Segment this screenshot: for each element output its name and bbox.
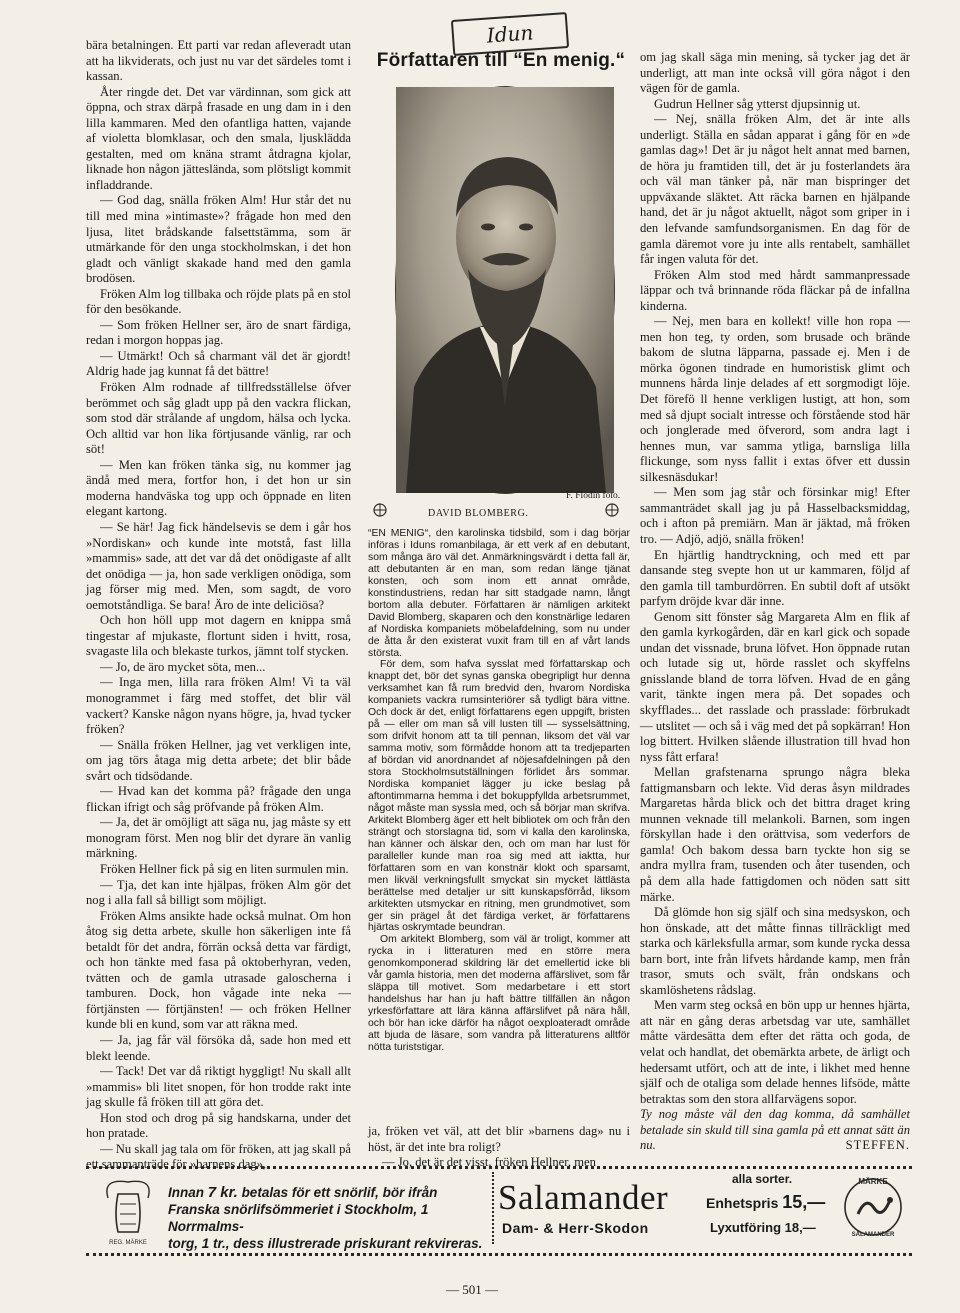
story-paragraph: ja, fröken vet väl, att det blir »barnens dag» nu i höst, är det inte bra roligt? <box>368 1124 630 1154</box>
salamander-badge-icon <box>840 1170 906 1244</box>
salamander-subtitle: Dam- & Herr-Skodon <box>502 1220 649 1236</box>
library-stamp: Idun <box>451 12 569 56</box>
page-number: — 501 — <box>446 1282 498 1297</box>
story-paragraph: Men varm steg också en bön upp ur hennes hjärta, att när en gång deras arbetsdag var ute, samhället måtte värdesätta dem efter det rätta och goda, de velat och handlat, det obemärkta arbete, de ärligt och hedersamt utfört, och att de inte, i likhet med henne själf och de otaliga som delade hennes lifsöde, måtte betraktas som den stora allfarvägens sopor. <box>640 998 910 1106</box>
ad-bold-word: Innan <box>168 1185 204 1200</box>
story-paragraph: Fröken Hellner fick på sig en liten surmulen min. <box>100 861 349 876</box>
intro-paragraph: Om arkitekt Blomberg, som väl är troligt, kommer att rycka in i litteraturen med en större mera genomkomponerad skildring lär det emellertid icke bli vår gamla historia, men det moderna affärslivet, som får släppa till motivet. Som medarbetare i ett stort handelshus har han ju haft bättre tillfällen än någon yrkesförfattare att lära känna affärslifvet på nära håll, och bör han icke därför ha något oexploateradt område att bjuda de läsare, som vandra på litteraturens alltför nötta turiststigar. <box>368 934 630 1053</box>
story-paragraph: — Se här! Jag fick händelsevis se dem i går hos »Nordiskan» och kunde inte motstå, fast lilla »mammis» sade, att det var då det onödigaste af allt det onödiga — ja, hon sade verkligen onödiga, som jag förser mig med. Men, som sagdt, de voro oemotståndliga. Se bara! Äro de inte deliciösa? <box>86 519 351 612</box>
ad-divider <box>492 1172 494 1244</box>
story-paragraph: Åter ringde det. Det var värdinnan, som gick att öppna, och strax därpå frasade en ung dam in i den lilla kammaren. Med den ofantliga hatten, vajande af violetta blomklasar, och den smala, ljusklädda gestalten, med om knäna stramt åtdragna kjolar, liknade hon någon jätteslända, som plötsligt kommit infladdrande. <box>86 84 351 192</box>
ad-line: betalas för ett snörlif, bör ifrån <box>241 1185 438 1200</box>
salamander-brand: Salamander <box>498 1178 669 1217</box>
story-paragraph: om jag skall säga min mening, så tycker jag det är underligt, att man inte också vill göra något i den vägen för de gamla. <box>640 50 910 96</box>
story-paragraph: — Inga men, lilla rara fröken Alm! Vi ta väl monogrammet i färg med stoffet, det blir väl vackert? Kanske någon nyans högre, ja, hvad tycker fröken? <box>86 675 351 737</box>
story-paragraph: — Som fröken Hellner ser, äro de snart färdiga, redan i morgon hoppas jag. <box>86 317 351 348</box>
story-paragraph: bära betalningen. Ett parti var redan afleveradt utan att ha likviderats, och just nu var det särdeles tomt i kassan. <box>86 38 351 84</box>
salamander-luxury-price: Lyxutföring 18,— <box>710 1220 816 1235</box>
story-paragraph: — Nu skall jag tala om för fröken, att jag skall på ett sammanträde för »barnens dag», <box>86 1141 351 1172</box>
ornament-icon <box>604 502 620 518</box>
story-paragraph: Fröken Alms ansikte hade också mulnat. Om hon åtog sig detta arbete, skulle hon säkerligen inte få betaldt för det andra, förrän också detta var färdigt, och hon tänkte med fasa på oktoberhyran, veden, tvätten och de gamla utrasade galoscherna i tamburen. Dock, hon vågade inte neka — förtjänsten — förtjänsten! — och fröken Hellner kunde bli en kund, som var att räkna med. <box>86 908 351 1032</box>
article-headline: Författaren till “En menig.“ <box>376 50 626 71</box>
story-paragraph: Då glömde hon sig själf och sina medsyskon, och hon önskade, att det måtte finnas tillräckligt med starka och kärleksfulla armar, som kunde rycka dessa barn bort, inte från lifvets hårdande kamp, men från trasor, smuts och svält, från ondskans och skamlöshetens rådslag. <box>640 905 910 997</box>
story-column-left <box>86 38 351 1172</box>
badge-top-text: MÄRKE <box>858 1177 888 1186</box>
corset-ad-text <box>168 1184 488 1252</box>
story-closing <box>640 1107 910 1154</box>
corset-logo-icon <box>96 1174 160 1246</box>
story-paragraph: — Men som jag står och försinkar mig! Efter sammanträdet skall jag ju på Hasselbacksmiddag, och i afton på premiärn. Man är jäktad, må fröken tro. — Adjö, adjö, snälla fröken! <box>640 485 910 546</box>
corset-advertisement <box>90 1168 490 1251</box>
author-portrait <box>395 86 615 494</box>
story-continuation <box>368 1124 630 1171</box>
story-paragraph: — God dag, snälla fröken Alm! Hur står det nu till med mina »intimaste»? frågade hon med den ljusa, litet brådskande falsettstämma, som är utmärkande för den unga stockholmskan, i det hon gladt och vänligt skakade hand med den gamla brodösen. <box>86 193 351 286</box>
story-paragraph: — Nej, men bara en kollekt! ville hon ropa — men hon teg, ty orden, som brusade och brände bakom de slutna läpparna, passade ej. Men i de mörka ögonen tindrade en humoristisk glimt och munnens hårda linje delades af ett sorgmodigt löje. Det förefö ll henne verkligen lustigt, att hon, som med så djupt socialt intresse och förstående stod här och jonglerade med öfverord, som andra lagt i hennes mun, var samma ytliga, barnsliga lilla flickunge, som nyss fallit i extas öfver ett dussin silkesnäsdukar! <box>640 314 910 484</box>
story-paragraph: Mellan grafstenarna sprungo några bleka fattigmansbarn och lekte. Vid deras åsyn mildrades Margaretas hårda blick och det bittra draget kring munnen veknade till melankoli. Barnen, som ingen förskyllan hade i den orättvisa, som vederfors de gamla! Och bakom dessa barn tyckte hon sig se andra myllra fram, tusenden och åter tusenden, och på dem alla hade fattigdomen och nöden satt sitt märke. <box>640 765 910 904</box>
logo-label: REG. MÄRKE <box>109 1240 147 1246</box>
story-paragraph: Fröken Alm log tillbaka och röjde plats på en stol för den besökande. <box>86 286 351 317</box>
photo-credit: F. Flodin foto. <box>566 491 621 501</box>
story-paragraph: — Ja, det är omöjligt att säga nu, jag måste sy ett monogram först. Men nog blir det dyrare än vanlig märkning. <box>86 815 351 861</box>
story-paragraph: — Jo, det är det visst, fröken Hellner, men <box>382 1155 596 1169</box>
story-paragraph: — Men kan fröken tänka sig, nu kommer jag ändå med mera, fortfor hon, i det hon ur sin moderna handväska tog upp och öppnade en liten elegant kartong. <box>86 457 351 519</box>
story-closing-line: Ty nog måste väl den dag komma, då samhället betalade sin skuld till sina gamla på ett annat sätt än nu. <box>640 1107 910 1153</box>
intro-paragraph: “EN MENIG“, den karolinska tidsbild, som i dag börjar införas i Iduns romanbilaga, är ett verk af en debutant, som många äro väl det. Anmärkningsvärdt i detta fall är, att debutanten är en man, som redan länge tjänat konsten, och som inom ett annat område, konstindustriens, redan har sitt stadgade namn, långt bortom alla debuter. Författaren är nämligen arkitekt David Blomberg, skaparen och den konstnärlige ledaren af Nordiska kompaniets möbelafdelning, som nu under de åtta år den existerat vuxit fram till en af vårt lands största. <box>368 528 630 659</box>
salamander-sorter: alla sorter. <box>732 1172 793 1186</box>
story-paragraph: — Nej, snälla fröken Alm, det är inte alls underligt. Ställa en sådan apparat i gång för en »de gamlas dag»! Det är ju något helt annat med barnen, de höra ju framtiden till, det är ju fosterlandets ära och väl man tänker på, när man bispringer det uppväxande släktet. Att räcka barnen en hjälpande hand, det är ju något aktuellt, något som griper in i den lefvande samfundsorganismen. En dag för de gamla däremot vore ju inte alls rentabelt, samhället får ingen valuta för det. <box>640 112 910 267</box>
portrait-illustration <box>396 87 614 493</box>
story-paragraph: Genom sitt fönster såg Margareta Alm en flik af den gamla kyrkogården, där en karl gick och sopade undan det vissnade, bruna löfvet. Hon öppnade rutan och lutade sig ut, hörde rasslet och skyffelns gnisslande bland de torra löfven. Hvad de en gång varit, tänkte ingen mera på. Det sopades och skyfflades... det rasslade och prasslade: förbrukadt — utslitet — och så i väg med det på sopkärran! Hon log bittert. Hvilken slående illustration till hvad hon nyss fått erfara! <box>640 609 910 764</box>
intro-article <box>368 528 630 1054</box>
story-paragraph: — Jo, de äro mycket söta, men... <box>100 659 266 674</box>
story-paragraph: Gudrun Hellner såg ytterst djupsinnig ut. <box>654 96 861 111</box>
salamander-advertisement <box>496 1168 910 1248</box>
badge-bottom-text: SALAMANDER <box>851 1232 895 1238</box>
story-author: STEFFEN. <box>845 1138 910 1153</box>
ad-price: 7 kr. <box>207 1184 238 1201</box>
story-paragraph: — Ja, jag får väl försöka då, sade hon med ett blekt leende. <box>86 1033 351 1063</box>
story-paragraph: Hon stod och drog på sig handskarna, under det hon pratade. <box>86 1110 351 1141</box>
story-paragraph: — Tack! Det var då riktigt hyggligt! Nu skall allt »mammis» bli litet snopen, för hon trodde rakt inte jag skulle få fröken till att göra det. <box>86 1064 351 1110</box>
photo-caption: DAVID BLOMBERG. <box>428 508 529 519</box>
story-paragraph: — Hvad kan det komma på? frågade den unga flickan ifrigt och såg pröfvande på fröken Alm. <box>86 784 351 814</box>
ad-line: Franska snörlifsömmeriet i Stockholm, 1 Norrmalms- <box>168 1202 429 1234</box>
story-paragraph: — Tja, det kan inte hjälpas, fröken Alm gör det nog i alla fall så billigt som möjligt. <box>86 877 351 908</box>
intro-paragraph: För dem, som hafva sysslat med författarskap och knappt det, bör det synas ganska obegripligt hur denna verksamhet kan få rum bredvid den, hvarom Nordiska kompaniets vackra rumsinteriörer så tydligt bära vittne. Och dock är det, enligt författarens egen uppgift, bristen på — eller om man så vill lusten till — sysselsättning, som drifvit honom att ta till pennan, liksom det väl var samma motiv, som förmådde honom att ta tredjeparten af bördan vid anordnandet af nöjesafdelningen på den stora Stockholmsutställningen förlidet års sommar. Nordiska kompaniet lägger ju icke beslag på aftontimmarna hemma i det bokuppfyllda arbetsrummet, något måste man syssla med, och så börjar man skrifva. Arkitekt Blomberg äger ett helt bibliotek om och från den strängt och storslagna tid, som vi kalla den karolinska, han känner och älskar den, och om man har lust för paralleller kunde man roa sig med att iaktta, hur författaren som en van konstnär klokt och sparsamt, men likväl verkningsfullt smyckat sin mycket lättlästa berättelse med detaljer ur sitt kunskapsförråd, liksom arkitekten utsmyckar en ritning, men grundmotivet, som ger sin prägel åt det färdiga verket, är författarens hjärtas oskrymtade beundran. <box>368 659 630 934</box>
story-paragraph: — Utmärkt! Och så charmant väl det är gjordt! Aldrig hade jag kunnat få det bättre! <box>86 348 351 379</box>
story-paragraph: En hjärtlig handtryckning, och med ett par dansande steg svepte hon ut ur kammaren, följd af den gamla till tamburdörren. En subtil doft af utsökt parfym dröjde kvar där inne. <box>640 547 910 609</box>
story-column-right <box>640 50 910 1153</box>
salamander-price: Enhetspris 15,— <box>706 1192 826 1212</box>
story-paragraph: Fröken Alm stod med hårdt sammanpressade läppar och två brinnande röda fläckar på de infallna kinderna. <box>640 267 910 313</box>
story-paragraph: Och hon höll upp mot dagern en knippa små tingestar af mjukaste, flortunt siden i hvitt, rosa, svagaste lila och blekaste turkos, jämnt tolf stycken. <box>86 613 351 659</box>
story-paragraph: Fröken Alm rodnade af tillfredsställelse öfver berömmet och såg gladt upp på den vackra flickan, som stod där strålande af ungdom, hälsa och lycka. Och alltid var hon lika förtjusande vänlig, rar och söt! <box>86 380 351 457</box>
ad-line: torg, 1 tr., dess illustrerade priskurant rekvireras. <box>168 1236 483 1251</box>
ornament-icon <box>372 502 388 518</box>
story-paragraph: — Snälla fröken Hellner, jag vet verkligen inte, om jag törs åtaga mig detta arbete; det blir både svårt och tidsödande. <box>86 737 351 783</box>
